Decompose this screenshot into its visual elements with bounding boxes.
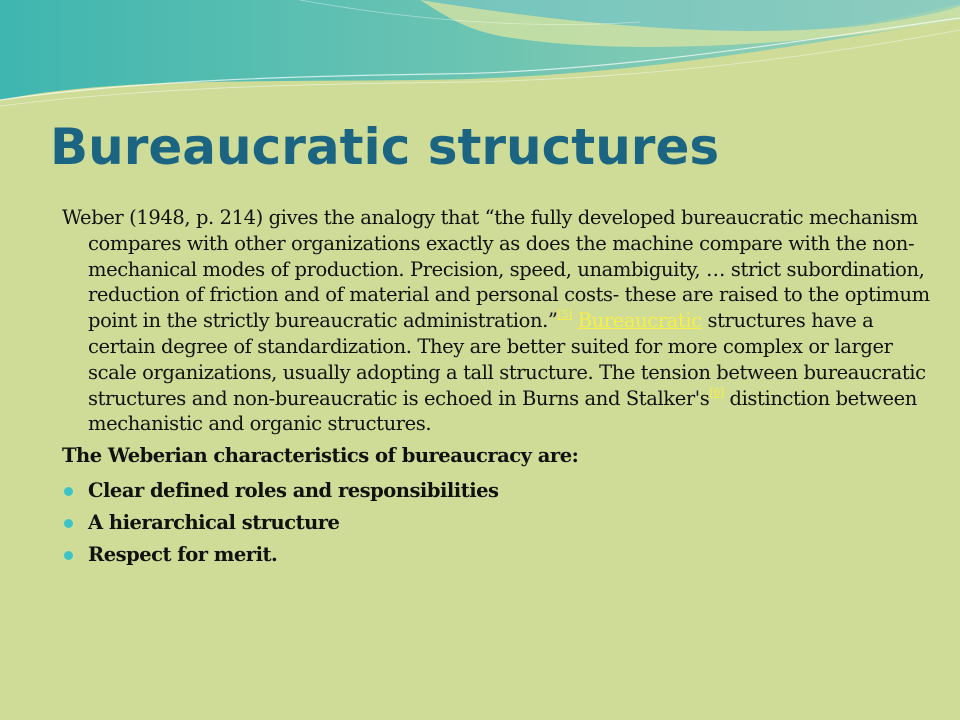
list-item	[62, 475, 937, 507]
slide-body	[62, 205, 937, 571]
slide-title: Bureaucratic structures	[50, 118, 720, 176]
list-item-text: A hierarchical structure	[88, 510, 340, 534]
bureaucratic-link[interactable]: Bureaucratic	[577, 309, 702, 333]
paragraph-text-part1: Weber (1948, p. 214) gives the analogy that “the fully developed bureaucratic mechanism compares with other organizations exactly as does the machine compare with the non-mechanical modes of production. Precision, speed, unambiguity, … strict subordination, reduction of friction and of material and personal costs- these are raised to the optimum point in the strictly bureaucratic administration.”	[62, 206, 930, 333]
bullet-icon	[64, 551, 73, 560]
characteristics-list	[62, 475, 937, 571]
characteristics-heading: The Weberian characteristics of bureaucracy are:	[62, 444, 579, 468]
reference-link-6[interactable]: [6]	[709, 385, 724, 399]
body-paragraph	[62, 205, 937, 437]
header-wave-decoration	[0, 0, 960, 120]
reference-link-5[interactable]: [5]	[557, 308, 572, 322]
paragraph-text-part3: distinction between mechanistic and organic structures.	[88, 386, 917, 436]
list-item	[62, 507, 937, 539]
list-item-text: Respect for merit.	[88, 542, 278, 566]
bullet-icon	[64, 487, 73, 496]
paragraph-text-part2: structures have a certain degree of standardization. They are better suited for more complex or larger scale organizations, usually adopting a tall structure. The tension between bureaucratic structures and non-bureaucratic is echoed in Burns and Stalker's	[88, 309, 926, 410]
bullet-icon	[64, 519, 73, 528]
list-item	[62, 539, 937, 571]
list-item-text: Clear defined roles and responsibilities	[88, 478, 499, 502]
